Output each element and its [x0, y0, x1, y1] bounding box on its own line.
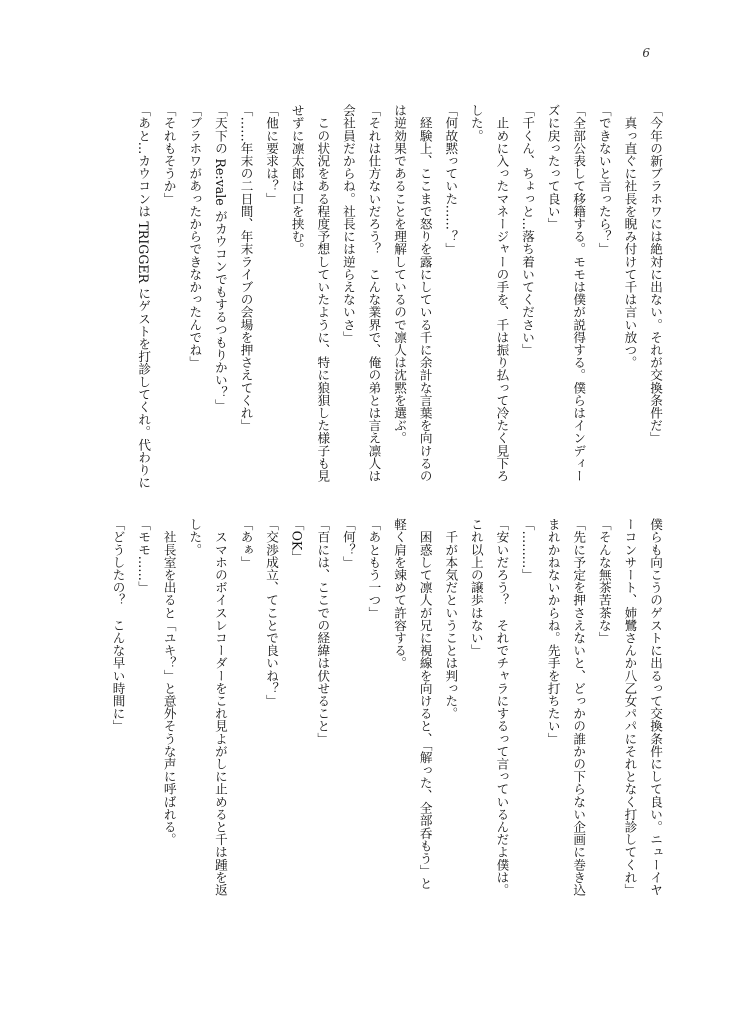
text-line: この状況をある程度予想していたように、特に狼狽した様子も見 [315, 104, 331, 482]
text-line: スマホのボイスレコーダーをこれ見よがしに止めると千は踵を返 [212, 518, 228, 896]
text-line: 「全部公表して移籍する。モモは僕が説得する。僕らはインディー [571, 104, 587, 482]
text-line: 「今年の新ブラホワには絶対に出ない。それが交換条件だ」 [648, 104, 663, 445]
text-line: これ以上の譲歩はない」 [468, 518, 484, 657]
text-line: ーコンサート、姉鷺さんか八乙女パパにそれとなく打診してくれ」 [622, 518, 638, 896]
text-line: 「あともう一つ」 [366, 518, 382, 619]
text-line: 止めに入ったマネージャーの手を、千は振り払って冷たく見下ろ [494, 104, 510, 482]
text-line: 「あと…カウコンは TRIGGER にゲストを打診してくれ。代わりに [136, 104, 152, 489]
text-line: 「安いだろう？ それでチャラにするって言っているんだよ僕は。 [494, 518, 510, 896]
text-line: 僕らも向こうのゲストに出るって交換条件にして良い。ニューイヤ [648, 518, 663, 896]
text-line: せずに凛太郎は口を挟む。 [289, 104, 305, 256]
text-line: まれかねないからね。先手を打ちたい」 [545, 518, 561, 745]
text-line: 「………」 [520, 518, 536, 581]
text-line: 「交渉成立、てことで良いね？」 [264, 518, 280, 707]
text-line: 「天下の Re:vale がカウコンでもするつもりかい？」 [212, 104, 228, 412]
text-line: 「千くん、ちょっと…落ち着いてください」 [520, 104, 536, 356]
text-line: 「そんな無茶苦茶な」 [596, 518, 612, 644]
text-line: 「それは仕方ないだろう？ こんな業界で、俺の弟とは言え凛人は [366, 104, 382, 482]
text-line: 「何？」 [340, 518, 356, 569]
text-line: 軽く肩を竦めて許容する。 [392, 518, 408, 670]
text-line: 「……年末の二日間、年末ライブの会場を押さえてくれ」 [238, 104, 254, 432]
text-line: 真っ直ぐに社長を睨み付けて千は言い放つ。 [622, 104, 638, 369]
text-line: 会社員だからね。社長には逆らえないさ」 [340, 104, 356, 344]
text-line: した。 [187, 518, 203, 556]
text-line: 「できないと言ったら？」 [596, 104, 612, 256]
text-line: 「どうしたの？ こんな早い時間に」 [110, 518, 126, 733]
text-line: 「モモ……」 [136, 518, 152, 594]
text-line: 経験上、ここまで怒りを露にしている千に余計な言葉を向けるの [417, 104, 433, 482]
text-line: 千が本気だということは判った。 [443, 518, 459, 720]
upper-text-block [118, 104, 668, 496]
text-line: 困惑して凛人が兄に視線を向けると、「解った、全部呑もう」と [417, 518, 433, 890]
text-line: した。 [468, 104, 484, 142]
text-line: 「百には、ここでの経緯は伏せること」 [315, 518, 331, 745]
text-line: 社長室を出ると「ユキ？」と意外そうな声に呼ばれる。 [161, 518, 177, 846]
text-line: 「何故黙っていた……？」 [443, 104, 459, 256]
text-line: ズに戻ったって良い」 [545, 104, 561, 230]
text-line: 「あぁ」 [238, 518, 254, 569]
text-line: 「ブラホワがあったからできなかったんでね」 [187, 104, 203, 369]
text-line: 「それもそうか」 [161, 104, 177, 205]
text-line: 「OK」 [289, 518, 305, 563]
page-number: 6 [642, 46, 650, 60]
text-line: 「先に予定を押さえないと、どっかの誰かの下らない企画に巻き込 [571, 518, 587, 896]
text-line: 「他に要求は？」 [264, 104, 280, 205]
text-line: は逆効果であることを理解しているので凛人は沈黙を選ぶ。 [392, 104, 408, 445]
lower-text-block [110, 518, 668, 910]
